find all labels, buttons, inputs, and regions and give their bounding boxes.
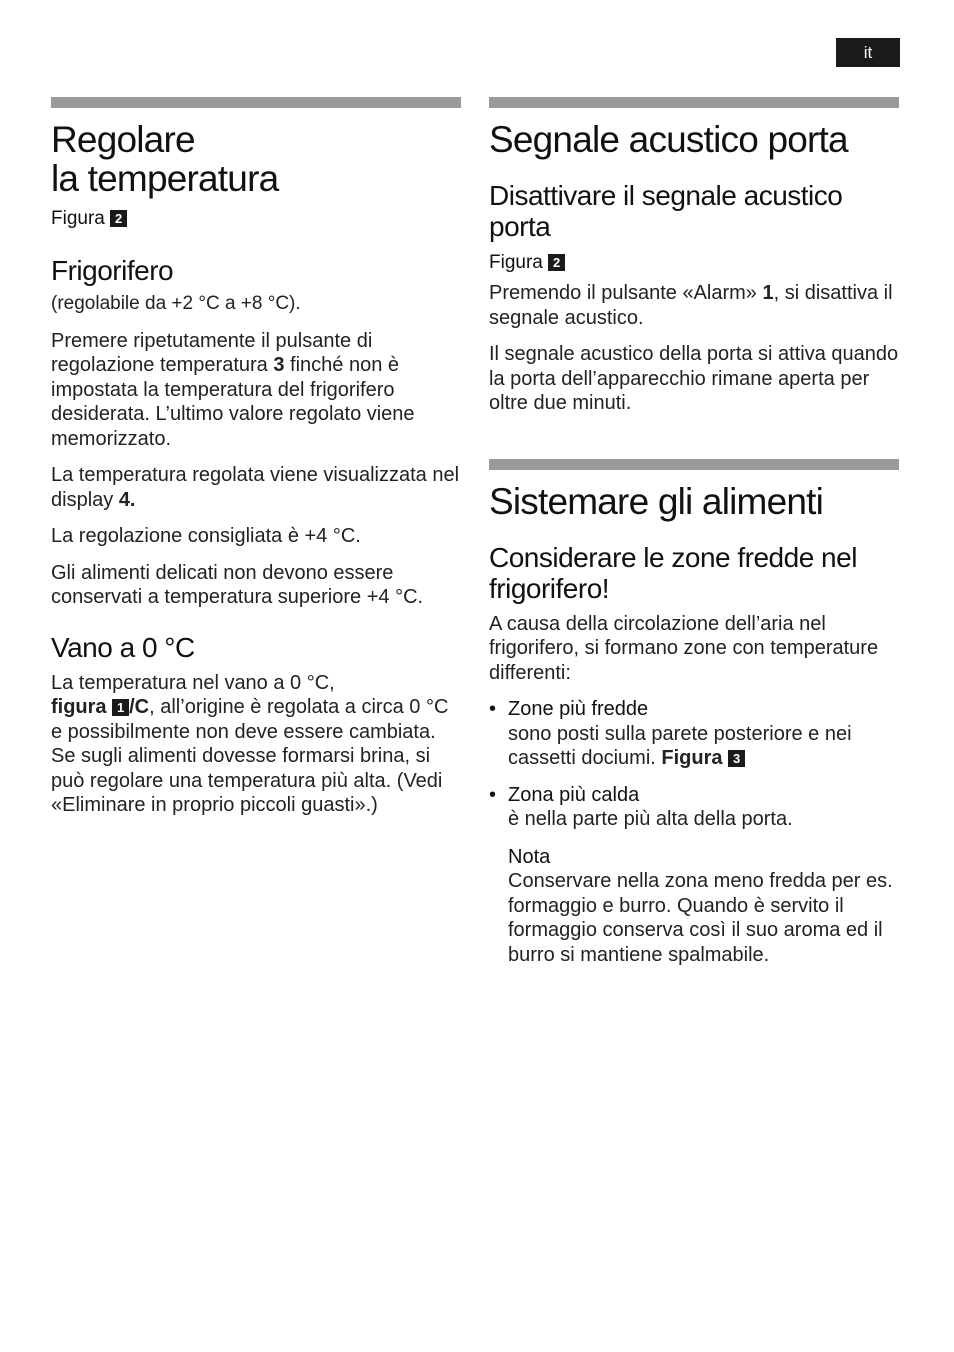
bullet-symbol: •	[489, 698, 497, 720]
figure-number-badge: 3	[728, 750, 745, 767]
section-title-food-storage: Sistemare gli alimenti	[489, 480, 824, 522]
figure-number-badge: 2	[548, 254, 565, 271]
bullet-symbol: •	[489, 783, 497, 806]
note-title: Nota	[508, 845, 551, 868]
fridge-paragraph-2: La temperatura regolata viene visualizzata nel display 4.	[51, 464, 460, 511]
heading-fridge: Frigorifero	[51, 255, 174, 286]
figure-number-badge: 2	[110, 210, 127, 227]
heading-zero-compartment: Vano a 0 °C	[51, 631, 195, 663]
section-rule	[51, 97, 461, 108]
heading-disable-alarm: Disattivare il segnale acustico porta	[489, 180, 843, 242]
language-tab: it	[836, 38, 900, 67]
bullet-title-warmest: Zona più calda	[508, 783, 640, 806]
fridge-paragraph-1: Premere ripetutamente il pulsante di regolazione temperatura 3 finché non è impostata la temperatura del frigorifero desiderata. L’ultimo valore regolato viene memorizzato.	[51, 329, 415, 450]
list-item	[489, 697, 899, 771]
figure-reference: Figura 2	[51, 207, 461, 231]
left-column	[51, 97, 461, 818]
fridge-paragraph-3: La regolazione consigliata è +4 °C.	[51, 525, 361, 547]
section-title-door-alarm: Segnale acustico porta	[489, 119, 848, 160]
bullet-text-coldest: sono posti sulla parete posteriore e nei cassetti dociumi. Figura 3	[508, 722, 852, 769]
right-column	[489, 97, 899, 967]
figure-reference: Figura 2	[489, 251, 899, 275]
bullet-text-warmest: è nella parte più alta della porta.	[508, 808, 793, 830]
door-paragraph-2: Il segnale acustico della porta si attiva quando la porta dell’apparecchio rimane aperta per oltre due minuti.	[489, 343, 899, 414]
bullet-title-coldest: Zone più fredde	[508, 698, 649, 720]
fridge-range: (regolabile da +2 °C a +8 °C).	[51, 293, 301, 314]
section-title-temperature: Regolare la temperatura	[51, 119, 279, 199]
section-rule	[489, 459, 899, 470]
door-paragraph-1: Premendo il pulsante «Alarm» 1, si disattiva il segnale acustico.	[489, 282, 893, 329]
figure-number-badge: 1	[112, 699, 129, 716]
food-intro: A causa della circolazione dell’aria nel frigorifero, si formano zone con temperature differenti:	[489, 612, 879, 684]
fridge-paragraph-4: Gli alimenti delicati non devono essere conservati a temperatura superiore +4 °C.	[51, 561, 424, 608]
zero-compartment-paragraph: La temperatura nel vano a 0 °C, figura 1 /C, all’origine è regolata a circa 0 °C e possibilmente non deve essere cambiata. Se sugli alimenti dovesse formarsi brina, si può regolare una temperatura più alta. (Vedi «Eliminare in proprio piccoli guasti».)	[51, 671, 449, 816]
list-item	[489, 783, 899, 968]
section-rule	[489, 97, 899, 108]
note-text: Conservare nella zona meno fredda per es. formaggio e burro. Quando è servito il formaggio conserva così il suo aroma ed il burro si mantiene spalmabile.	[508, 870, 893, 966]
heading-cold-zones: Considerare le zone fredde nel frigorifero!	[489, 541, 857, 604]
